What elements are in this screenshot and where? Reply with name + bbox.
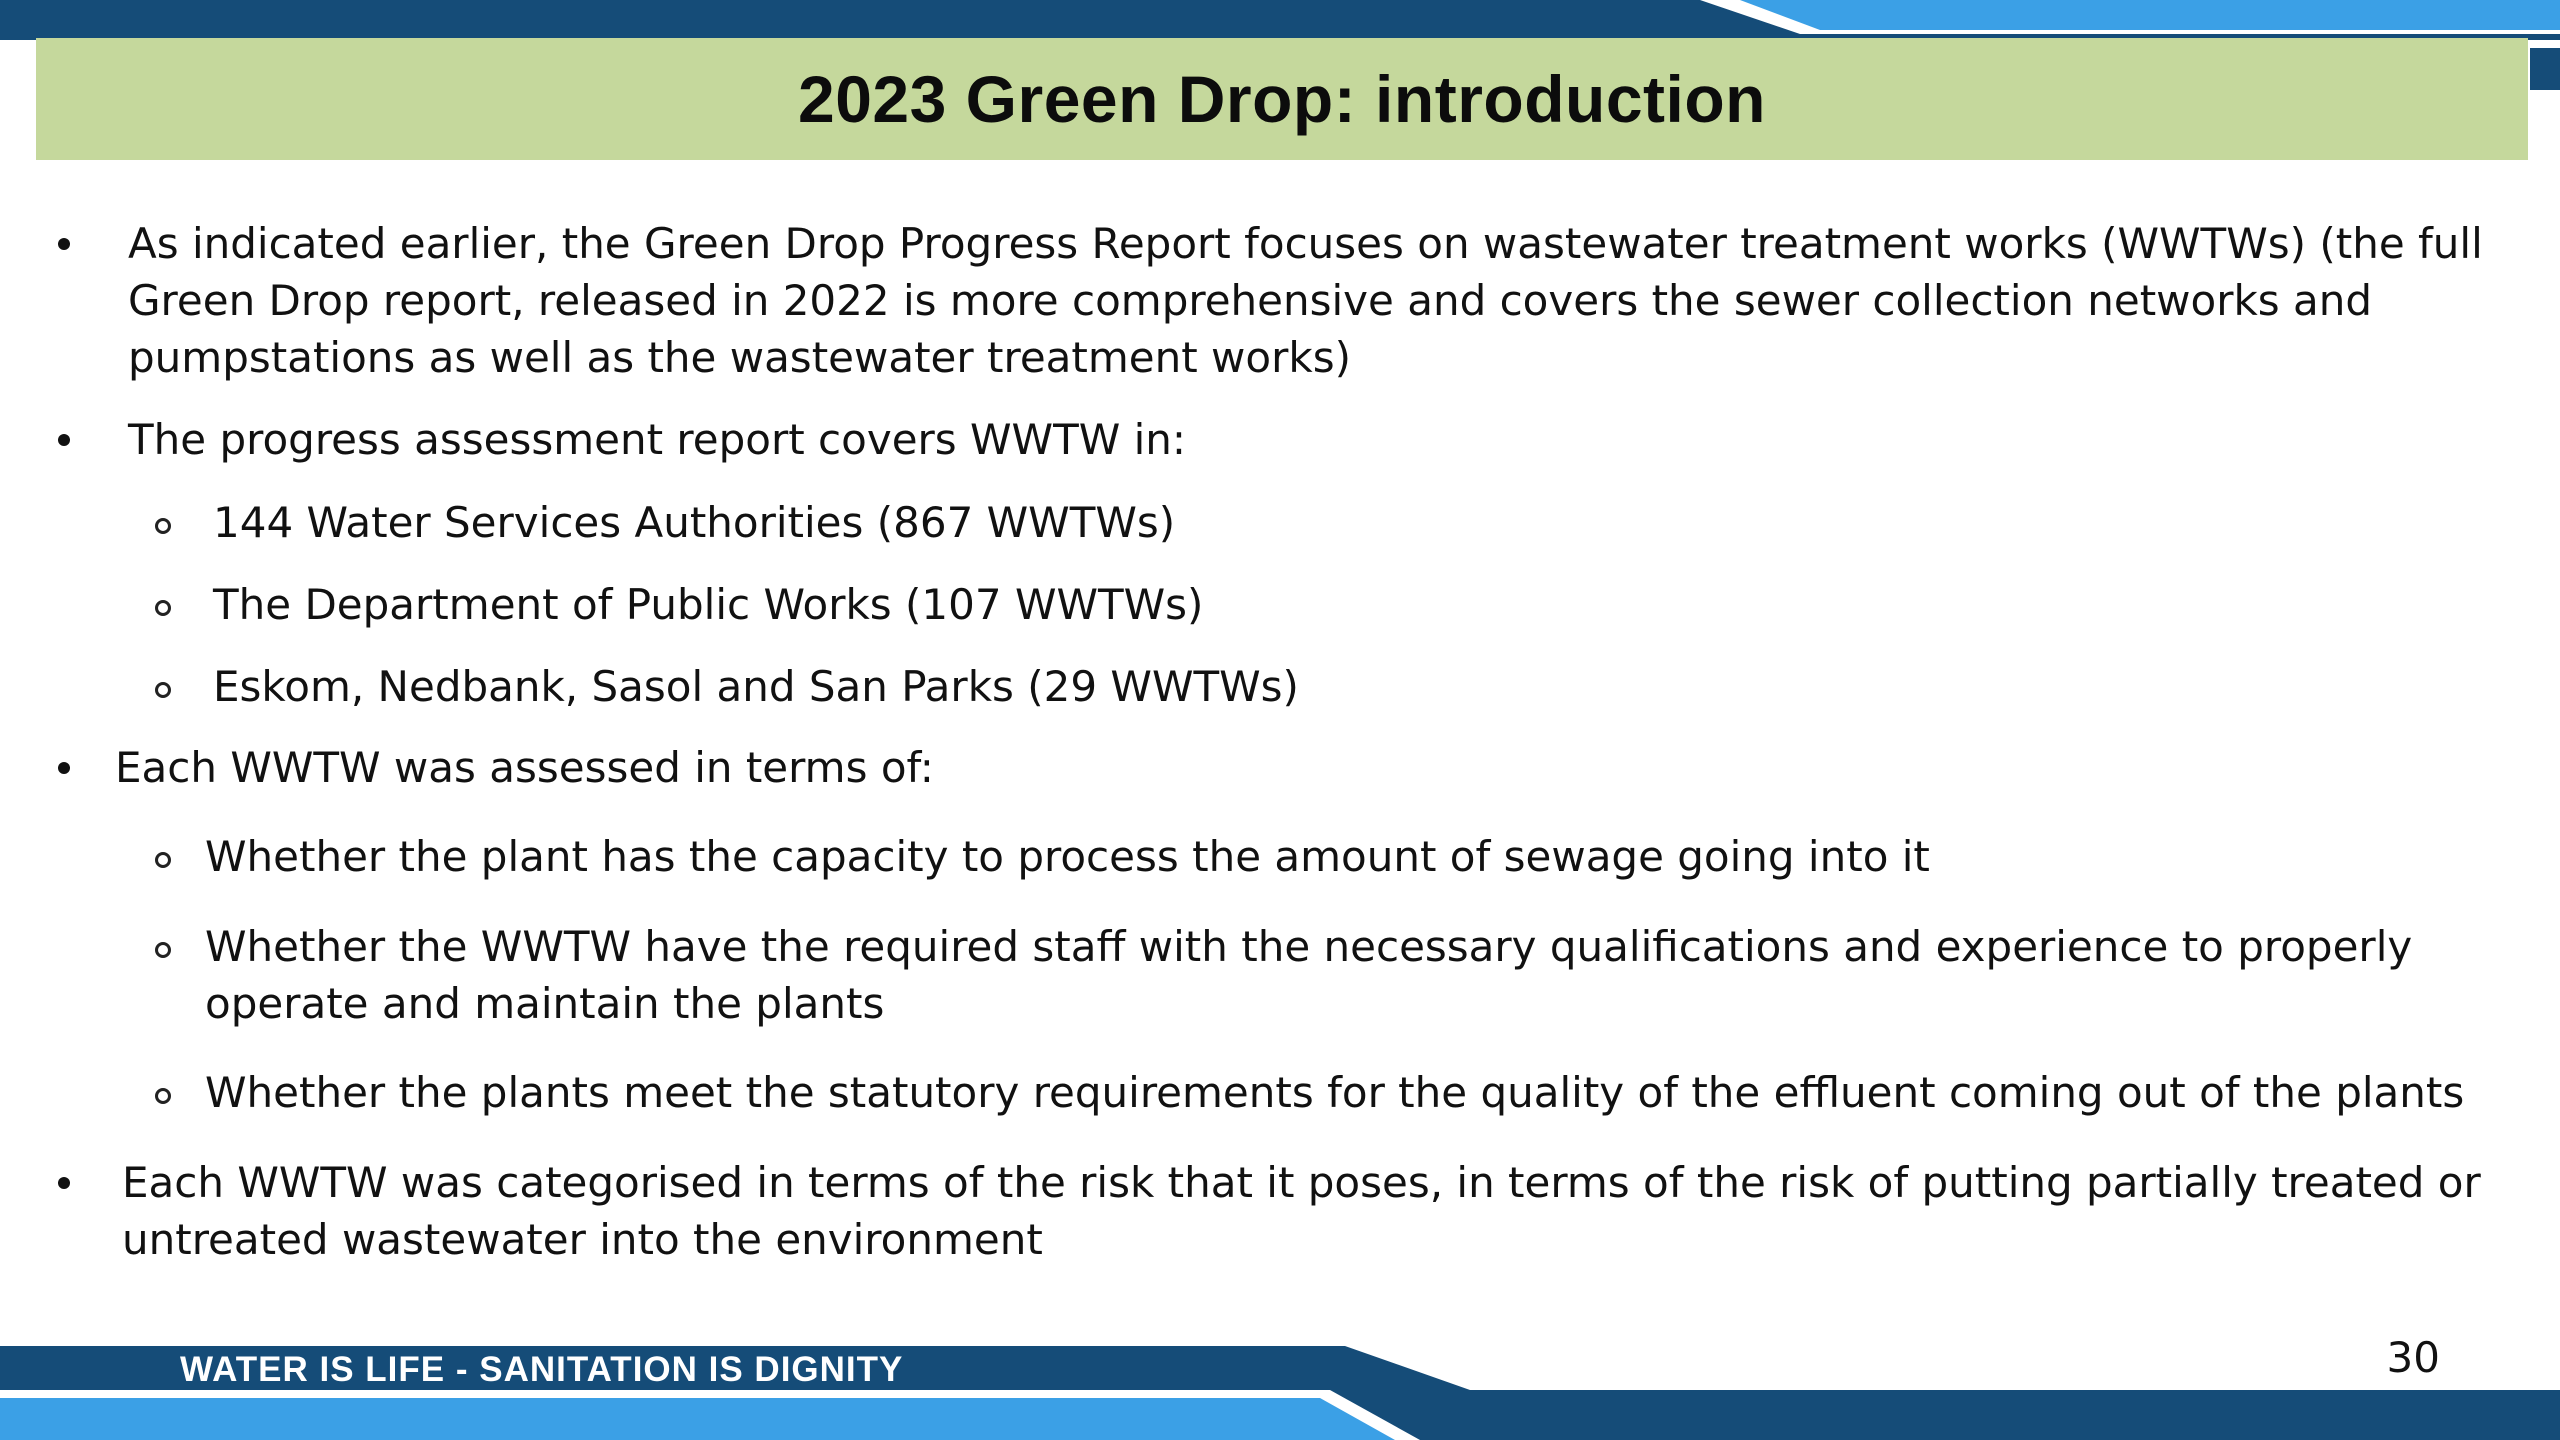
sub-bullet-icon: [155, 1088, 171, 1104]
assessment-item: Whether the plant has the capacity to process the amount of sewage going into it: [205, 832, 1930, 881]
bullet-item: The progress assessment report covers WWTW in:: [128, 415, 1187, 464]
bullet-icon: [58, 1177, 70, 1189]
coverage-item: 144 Water Services Authorities (867 WWTWs): [213, 498, 1176, 547]
sub-bullet-icon: [155, 600, 171, 616]
coverage-item: The Department of Public Works (107 WWTWs): [213, 580, 1204, 629]
bullet-icon: [58, 434, 70, 446]
footer-slogan: WATER IS LIFE - SANITATION IS DIGNITY: [180, 1350, 904, 1389]
slide-title: 2023 Green Drop: introduction: [798, 62, 1766, 136]
bullet-icon: [58, 762, 70, 774]
sub-bullet-icon: [155, 852, 171, 868]
bullet-item: Each WWTW was categorised in terms of the risk that it poses, in terms of the risk of putting partially treated or untreated wastewater into the environment: [122, 1158, 2481, 1264]
bullet-item: Each WWTW was assessed in terms of:: [115, 743, 934, 792]
page-number: 30: [2386, 1333, 2440, 1382]
bullet-item: As indicated earlier, the Green Drop Progress Report focuses on wastewater treatment works (WWTWs) (the full Green Drop report, released in 2022 is more comprehensive and covers the sewer collection networks and pumpstations as well as the wastewater treatment works): [128, 219, 2483, 382]
sub-bullet-icon: [155, 942, 171, 958]
assessment-item: Whether the plants meet the statutory requirements for the quality of the effluent coming out of the plants: [205, 1068, 2465, 1117]
coverage-item: Eskom, Nedbank, Sasol and San Parks (29 WWTWs): [213, 662, 1299, 711]
bullet-icon: [58, 238, 70, 250]
assessment-item: Whether the WWTW have the required staff with the necessary qualifications and experience to properly operate and maintain the plants: [205, 922, 2413, 1028]
sub-bullet-icon: [155, 682, 171, 698]
sub-bullet-icon: [155, 518, 171, 534]
